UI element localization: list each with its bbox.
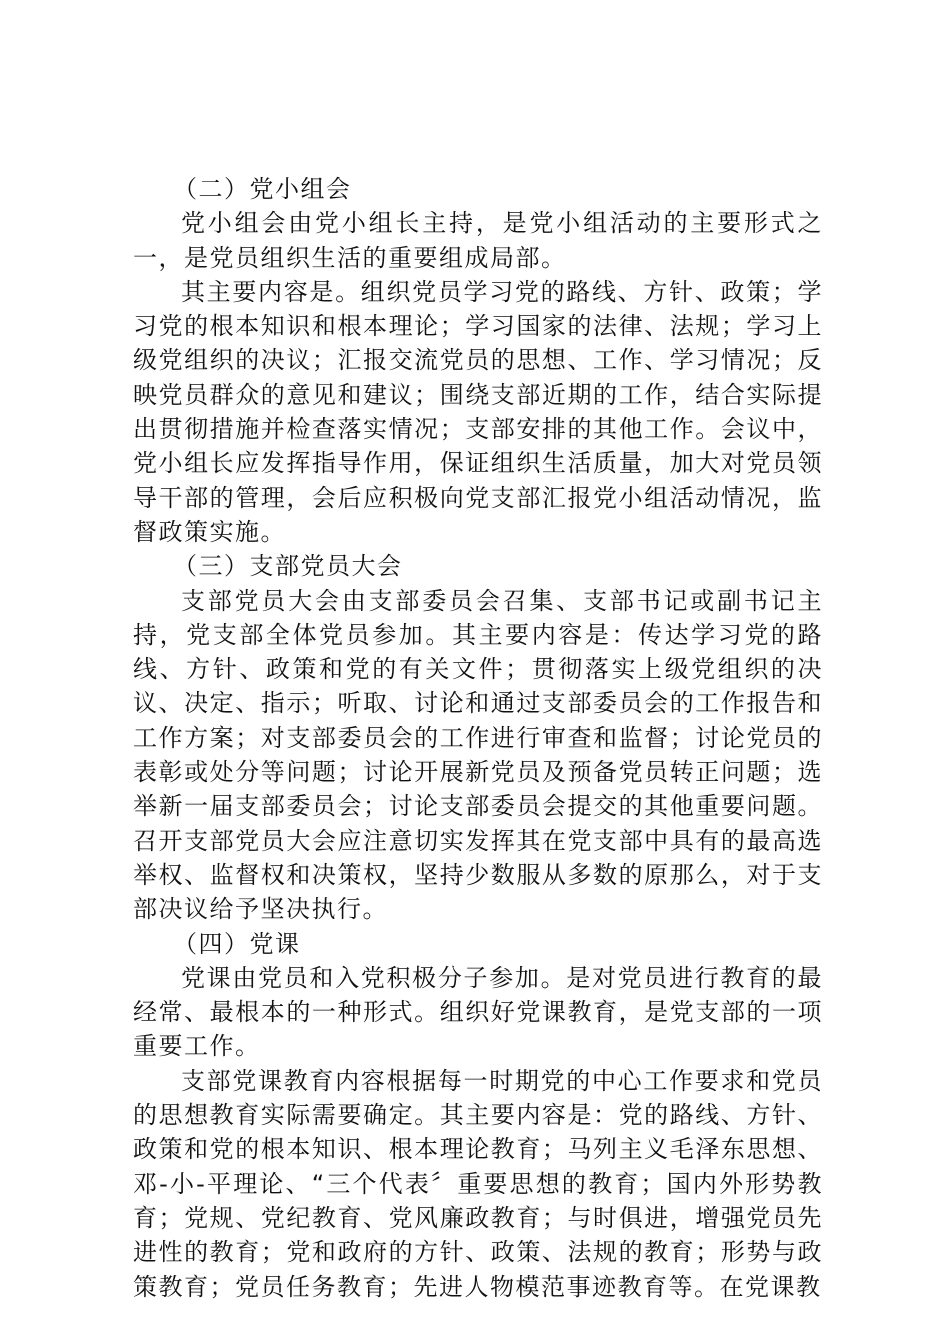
- paragraph: 其主要内容是。组织党员学习党的路线、方针、政策；学习党的根本知识和根本理论；学习国家的法律、法规；学习上级党组织的决议；汇报交流党员的思想、工作、学习情况；反映党员群众的意见和建议；围绕支部近期的工作，结合实际提出贯彻措施并检查落实情况；支部安排的其他工作。会议中，党小组长应发挥指导作用，保证组织生活质量，加大对党员领导干部的管理，会后应积极向党支部汇报党小组活动情况，监督政策实施。: [133, 277, 823, 546]
- paragraph: 党课由党员和入党积极分子参加。是对党员进行教育的最经常、最根本的一种形式。组织好党课教育，是党支部的一项重要工作。: [133, 963, 823, 1061]
- section-heading: （四）党课: [173, 929, 301, 958]
- section-heading: （三）支部党员大会: [173, 552, 403, 581]
- section-party-lecture: [133, 927, 823, 1304]
- paragraph: 支部党课教育内容根据每一时期党的中心工作要求和党员的思想教育实际需要确定。其主要内容是：党的路线、方针、政策和党的根本知识、根本理论教育；马列主义毛泽东思想、邓-小-平理论、“三个代表〞重要思想的教育；国内外形势教育；党规、党纪教育、党风廉政教育；与时俱进，增强党员先进性的教育；党和政府的方针、政策、法规的教育；形势与政策教育；党员任务教育；先进人物模范事迹教育等。在党课教: [133, 1066, 823, 1301]
- section-party-group-meeting: [133, 172, 823, 549]
- paragraph: 党小组会由党小组长主持，是党小组活动的主要形式之一，是党员组织生活的重要组成局部。: [133, 209, 823, 272]
- document-page: [133, 172, 823, 1304]
- paragraph: 支部党员大会由支部委员会召集、支部书记或副书记主持，党支部全体党员参加。其主要内容是：传达学习党的路线、方针、政策和党的有关文件；贯彻落实上级党组织的决议、决定、指示；听取、讨论和通过支部委员会的工作报告和工作方案；对支部委员会的工作进行审查和监督；讨论党员的表彰或处分等问题；讨论开展新党员及预备党员转正问题；选举新一届支部委员会；讨论支部委员会提交的其他重要问题。召开支部党员大会应注意切实发挥其在党支部中具有的最高选举权、监督权和决策权，坚持少数服从多数的原那么，对于支部决议给予坚决执行。: [133, 586, 823, 924]
- section-branch-general-meeting: [133, 549, 823, 926]
- section-heading: （二）党小组会: [173, 175, 352, 203]
